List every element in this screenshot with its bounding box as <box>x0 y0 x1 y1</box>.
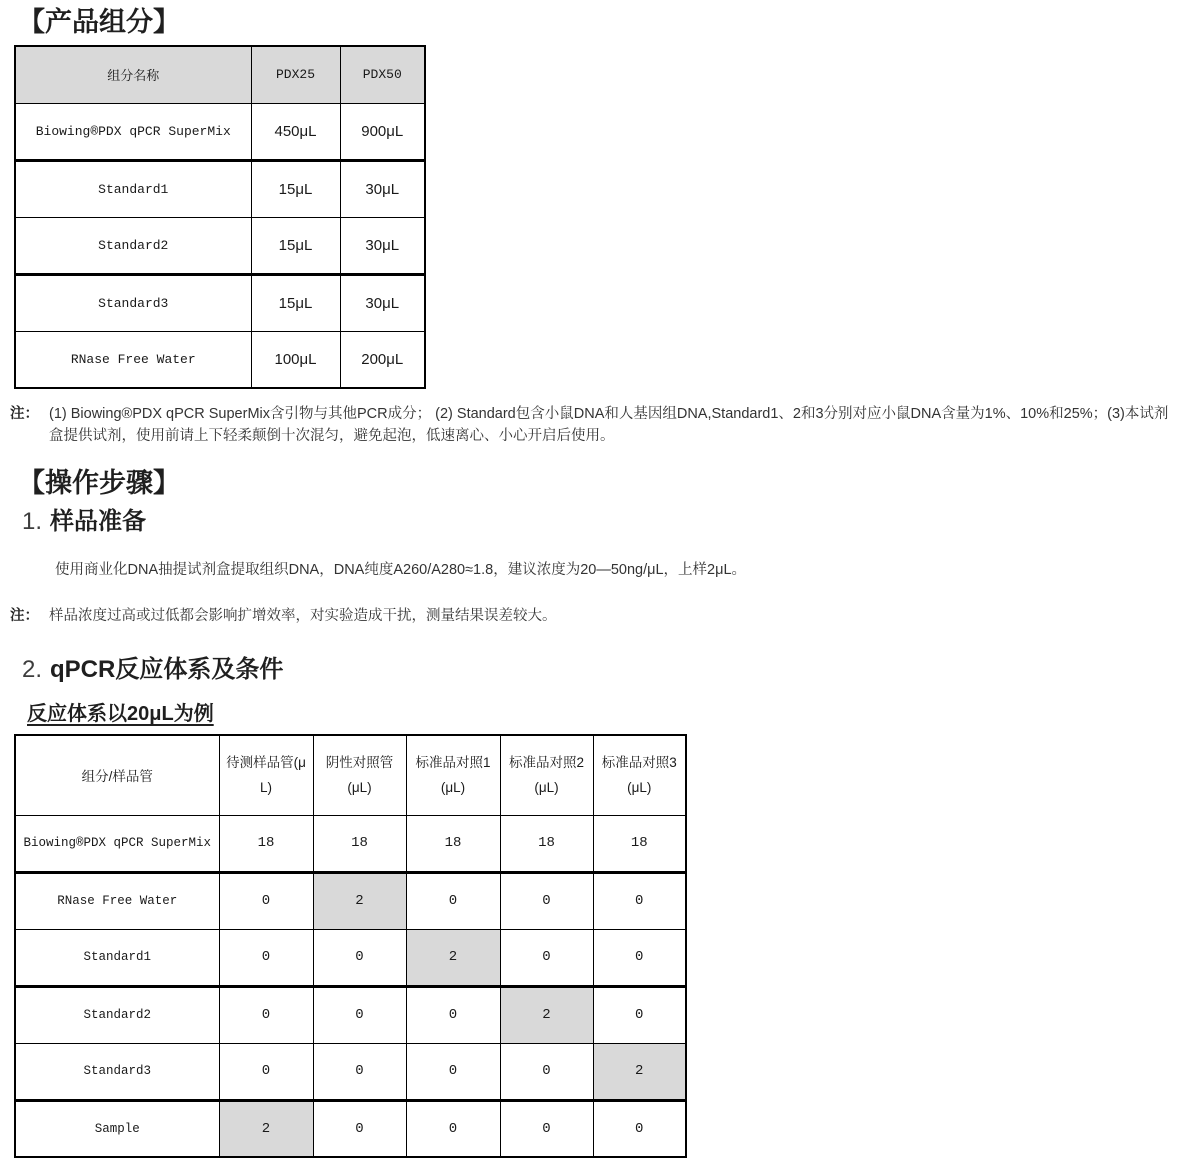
cell-volume: 0 <box>219 986 313 1043</box>
cell-volume: 0 <box>219 872 313 929</box>
cell-volume-highlighted: 2 <box>313 872 406 929</box>
cell-volume: 18 <box>219 815 313 872</box>
col-header-pdx50: PDX50 <box>340 46 425 103</box>
note-text: 样品浓度过高或过低都会影响扩增效率，对实验造成干扰，测量结果误差较大。 <box>49 608 557 624</box>
table-row-rnase-free-water <box>15 872 686 929</box>
cell-volume: 0 <box>406 872 500 929</box>
step1-number: 1. <box>22 508 43 535</box>
table-row-standard2 <box>15 986 686 1043</box>
col-header-test-sample-tube: 待测样品管(μ L) <box>219 735 313 815</box>
table-row-standard1 <box>15 160 425 217</box>
col-header-component-name: 组分名称 <box>15 46 251 103</box>
table-row-supermix <box>15 103 425 160</box>
cell-pdx50-volume: 30μL <box>340 160 425 217</box>
cell-pdx25-volume: 15μL <box>251 274 340 331</box>
cell-pdx25-volume: 15μL <box>251 217 340 274</box>
col-header-negative-control-tube: 阴性对照管 (μL) <box>313 735 406 815</box>
cell-component-name: Standard2 <box>15 986 219 1043</box>
step1-title: 样品准备 <box>50 508 147 535</box>
cell-volume: 0 <box>313 1100 406 1157</box>
table-header-row <box>15 735 686 815</box>
cell-volume-highlighted: 2 <box>219 1100 313 1157</box>
cell-pdx50-volume: 900μL <box>340 103 425 160</box>
cell-volume: 18 <box>593 815 686 872</box>
cell-volume: 0 <box>593 929 686 986</box>
table-row-standard1 <box>15 929 686 986</box>
section-title-operation-steps: 【操作步骤】 <box>18 468 180 498</box>
cell-volume: 0 <box>313 1043 406 1100</box>
cell-volume: 18 <box>500 815 593 872</box>
col-header-standard-control-2: 标准品对照2 (μL) <box>500 735 593 815</box>
cell-pdx50-volume: 200μL <box>340 331 425 388</box>
table-row-standard3 <box>15 274 425 331</box>
cell-pdx25-volume: 450μL <box>251 103 340 160</box>
cell-component-name: Standard3 <box>15 1043 219 1100</box>
cell-volume: 0 <box>219 929 313 986</box>
reaction-system-subtitle: 反应体系以20μL为例 <box>27 703 214 725</box>
cell-component-name: Standard1 <box>15 160 251 217</box>
col-header-standard-control-3: 标准品对照3 (μL) <box>593 735 686 815</box>
table-row-standard2 <box>15 217 425 274</box>
note-sample-concentration <box>10 605 1172 627</box>
cell-volume: 0 <box>593 986 686 1043</box>
table-row-sample <box>15 1100 686 1157</box>
cell-component-name: RNase Free Water <box>15 872 219 929</box>
section-title-product-components: 【产品组分】 <box>18 7 180 37</box>
product-components-table <box>14 45 426 389</box>
col-header-component-tube: 组分/样品管 <box>15 735 219 815</box>
cell-volume: 0 <box>406 986 500 1043</box>
cell-volume: 0 <box>219 1043 313 1100</box>
cell-volume: 0 <box>593 1100 686 1157</box>
cell-pdx50-volume: 30μL <box>340 274 425 331</box>
table-row-standard3 <box>15 1043 686 1100</box>
step2-title: qPCR反应体系及条件 <box>50 656 284 683</box>
step1-body-text: 使用商业化DNA抽提试剂盒提取组织DNA，DNA纯度A260/A280≈1.8，建议浓度为20—50ng/μL，上样2μL。 <box>55 562 747 578</box>
note-text: (1) Biowing®PDX qPCR SuperMix含引物与其他PCR成分； (2) Standard包含小鼠DNA和人基因组DNA,Standard1、2和3分别对应小鼠DNA含量为1%、10%和25%；(3)本试剂盒提供试剂，使用前请上下轻柔颠倒十次混匀，避免起泡，低速离心、小心开启后使用。 <box>49 406 1169 444</box>
col-header-standard-control-1: 标准品对照1 (μL) <box>406 735 500 815</box>
cell-pdx50-volume: 30μL <box>340 217 425 274</box>
cell-component-name: Biowing®PDX qPCR SuperMix <box>15 815 219 872</box>
cell-volume: 0 <box>500 929 593 986</box>
cell-volume: 0 <box>500 872 593 929</box>
cell-volume: 0 <box>313 986 406 1043</box>
cell-component-name: Biowing®PDX qPCR SuperMix <box>15 103 251 160</box>
cell-component-name: RNase Free Water <box>15 331 251 388</box>
cell-component-name: Standard1 <box>15 929 219 986</box>
cell-pdx25-volume: 100μL <box>251 331 340 388</box>
note-product-components <box>10 403 1172 447</box>
note-label: 注： <box>10 406 39 422</box>
cell-volume-highlighted: 2 <box>500 986 593 1043</box>
cell-volume-highlighted: 2 <box>406 929 500 986</box>
col-header-pdx25: PDX25 <box>251 46 340 103</box>
step2-number: 2. <box>22 656 43 683</box>
cell-component-name: Sample <box>15 1100 219 1157</box>
table-row-rnase-free-water <box>15 331 425 388</box>
cell-volume: 0 <box>313 929 406 986</box>
step2-heading <box>22 653 1187 687</box>
cell-volume: 0 <box>406 1100 500 1157</box>
cell-volume: 0 <box>593 872 686 929</box>
cell-volume: 0 <box>500 1100 593 1157</box>
cell-volume: 18 <box>313 815 406 872</box>
step1-heading <box>22 505 1187 539</box>
note-label: 注： <box>10 608 39 624</box>
qpcr-reaction-table <box>14 734 687 1158</box>
cell-volume: 0 <box>406 1043 500 1100</box>
table-row-supermix <box>15 815 686 872</box>
cell-component-name: Standard2 <box>15 217 251 274</box>
cell-volume: 0 <box>500 1043 593 1100</box>
cell-volume: 18 <box>406 815 500 872</box>
table-header-row <box>15 46 425 103</box>
cell-volume-highlighted: 2 <box>593 1043 686 1100</box>
cell-component-name: Standard3 <box>15 274 251 331</box>
cell-pdx25-volume: 15μL <box>251 160 340 217</box>
